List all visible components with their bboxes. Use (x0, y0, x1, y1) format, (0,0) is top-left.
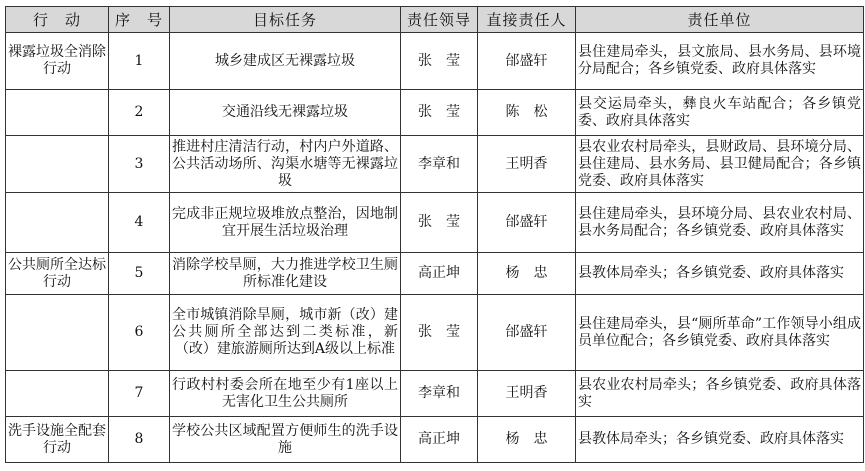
action-cell: 洗手设施全配套行动 (6, 417, 109, 463)
number-cell: 3 (109, 136, 170, 193)
header-number: 序 号 (109, 7, 170, 33)
action-cell (6, 295, 109, 371)
direct-person-cell: 陈 松 (478, 90, 576, 136)
task-cell: 学校公共区域配置方便师生的洗手设施 (170, 417, 401, 463)
number-cell: 4 (109, 193, 170, 253)
number-cell: 6 (109, 295, 170, 371)
units-cell: 县教体局牵头；各乡镇党委、政府具体落实 (576, 417, 864, 463)
number-cell: 5 (109, 253, 170, 295)
direct-person-cell: 邰盛轩 (478, 193, 576, 253)
task-cell: 全市城镇消除旱厕，城市新（改）建公共厕所全部达到二类标准，新（改）建旅游厕所达到A级以上标准 (170, 295, 401, 371)
leader-cell: 李章和 (401, 136, 478, 193)
action-cell (6, 371, 109, 417)
number-cell: 7 (109, 371, 170, 417)
leader-cell: 张 莹 (401, 33, 478, 90)
direct-person-cell: 杨 忠 (478, 417, 576, 463)
header-task: 目标任务 (170, 7, 401, 33)
units-cell: 县教体局牵头；各乡镇党委、政府具体落实 (576, 253, 864, 295)
units-cell: 县农业农村局牵头，县财政局、县环境分局、县住建局、县水务局、县卫健局配合；各乡镇党委、政府具体落实 (576, 136, 864, 193)
header-direct-person: 直接责任人 (478, 7, 576, 33)
header-row (6, 7, 864, 33)
leader-cell: 张 莹 (401, 193, 478, 253)
table-row (6, 417, 864, 463)
action-cell (6, 193, 109, 253)
table-row (6, 193, 864, 253)
table-row (6, 33, 864, 90)
units-cell: 县农业农村局牵头；各乡镇党委、政府具体落实 (576, 371, 864, 417)
leader-cell: 张 莹 (401, 90, 478, 136)
task-cell: 行政村村委会所在地至少有1座以上无害化卫生公共厕所 (170, 371, 401, 417)
table-row (6, 253, 864, 295)
action-cell (6, 90, 109, 136)
direct-person-cell: 王明香 (478, 136, 576, 193)
table-row (6, 295, 864, 371)
units-cell: 县住建局牵头，县“厕所革命”工作领导小组成员单位配合；各乡镇党委、政府具体落实 (576, 295, 864, 371)
header-leader: 责任领导 (401, 7, 478, 33)
direct-person-cell: 邰盛轩 (478, 295, 576, 371)
table-row (6, 136, 864, 193)
task-cell: 交通沿线无裸露垃圾 (170, 90, 401, 136)
number-cell: 8 (109, 417, 170, 463)
header-units: 责任单位 (576, 7, 864, 33)
direct-person-cell: 王明香 (478, 371, 576, 417)
leader-cell: 张 莹 (401, 295, 478, 371)
task-cell: 完成非正规垃圾堆放点整治，因地制宜开展生活垃圾治理 (170, 193, 401, 253)
task-cell: 推进村庄清洁行动，村内户外道路、公共活动场所、沟渠水塘等无裸露垃圾 (170, 136, 401, 193)
action-cell (6, 136, 109, 193)
direct-person-cell: 邰盛轩 (478, 33, 576, 90)
action-cell: 裸露垃圾全消除行动 (6, 33, 109, 90)
leader-cell: 高正坤 (401, 417, 478, 463)
units-cell: 县交运局牵头，彝良火车站配合；各乡镇党委、政府具体落实 (576, 90, 864, 136)
action-cell: 公共厕所全达标行动 (6, 253, 109, 295)
units-cell: 县住建局牵头，县文旅局、县水务局、县环境分局配合；各乡镇党委、政府具体落实 (576, 33, 864, 90)
table-row (6, 90, 864, 136)
number-cell: 2 (109, 90, 170, 136)
header-action: 行 动 (6, 7, 109, 33)
leader-cell: 李章和 (401, 371, 478, 417)
number-cell: 1 (109, 33, 170, 90)
task-cell: 消除学校旱厕，大力推进学校卫生厕所标准化建设 (170, 253, 401, 295)
leader-cell: 高正坤 (401, 253, 478, 295)
direct-person-cell: 杨 忠 (478, 253, 576, 295)
table-row (6, 371, 864, 417)
units-cell: 县住建局牵头，县环境分局、县农业农村局、县水务局配合；各乡镇党委、政府具体落实 (576, 193, 864, 253)
task-cell: 城乡建成区无裸露垃圾 (170, 33, 401, 90)
responsibility-table (5, 6, 864, 463)
